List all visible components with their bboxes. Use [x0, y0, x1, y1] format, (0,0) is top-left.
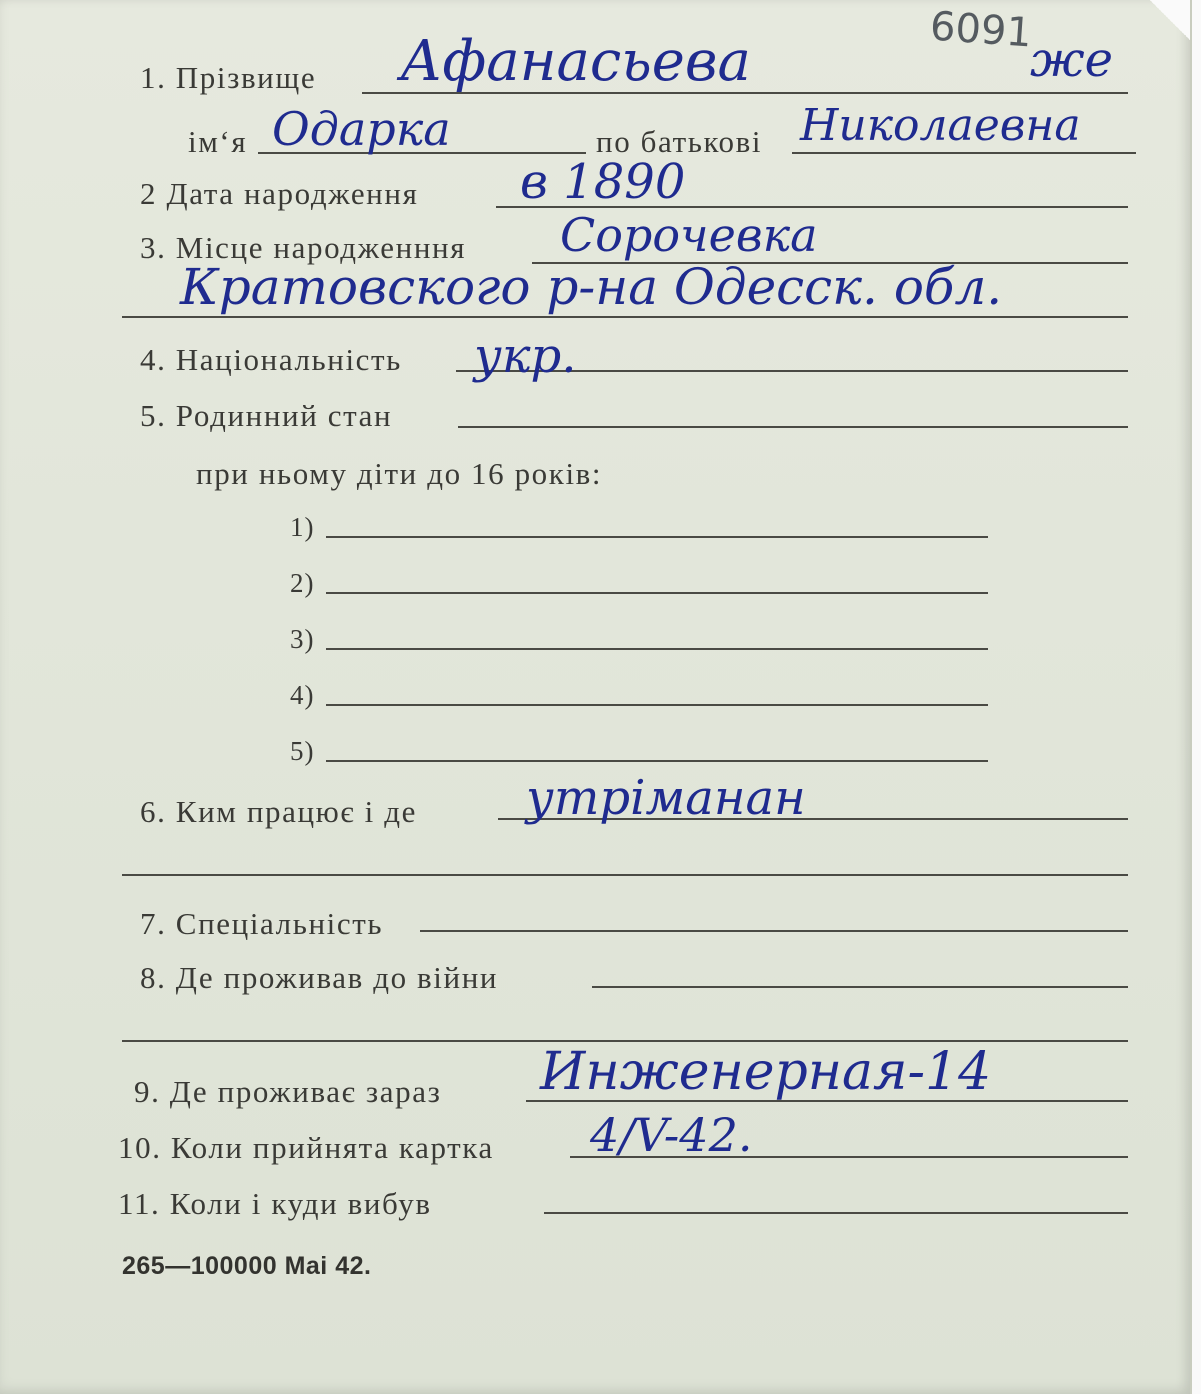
name-value: Одарка	[272, 102, 451, 156]
specialty-label: 7. Спеціальність	[140, 906, 384, 941]
nationality-value: укр.	[474, 328, 577, 384]
surname-suffix: же	[1030, 32, 1113, 88]
child-line-3	[326, 648, 988, 650]
occupation-label: 6. Ким працює і де	[140, 794, 417, 829]
child-line-1	[326, 536, 988, 538]
birth-place-value-1: Сорочевка	[560, 208, 818, 262]
departure-label: 11. Коли і куди вибув	[118, 1186, 432, 1221]
child-line-4	[326, 704, 988, 706]
name-label: ім‘я	[188, 124, 248, 159]
marital-status-line	[458, 426, 1128, 428]
child-number-4: 4)	[290, 680, 315, 710]
current-residence-value: Инженерная-14	[540, 1042, 992, 1102]
birth-place-value-2: Кратовского р-на Одесск. обл.	[180, 258, 1003, 316]
patronymic-label: по батькові	[596, 124, 763, 159]
archive-number: 6091	[928, 3, 1034, 57]
child-line-5	[326, 760, 988, 762]
current-residence-label: 9. Де проживає зараз	[134, 1074, 442, 1109]
birth-date-value: в 1890	[520, 154, 686, 210]
torn-corner	[1150, 0, 1190, 40]
print-mark: 265—100000 Mai 42.	[122, 1252, 372, 1280]
birth-place-line-2	[122, 316, 1128, 318]
departure-line	[544, 1212, 1128, 1214]
prewar-residence-label: 8. Де проживав до війни	[140, 960, 499, 995]
surname-label: 1. Прізвище	[140, 60, 317, 95]
birth-place-label: 3. Місце народженння	[140, 230, 467, 265]
occupation-line-2	[122, 874, 1128, 876]
child-line-2	[326, 592, 988, 594]
card-accepted-value: 4/V-42.	[590, 1108, 753, 1162]
child-number-3: 3)	[290, 624, 315, 654]
nationality-label: 4. Національність	[140, 342, 402, 377]
prewar-residence-line	[592, 986, 1128, 988]
child-number-1: 1)	[290, 512, 315, 542]
patronymic-value: Николаевна	[800, 100, 1081, 151]
card-accepted-label: 10. Коли прийнята картка	[118, 1130, 494, 1165]
patronymic-line	[792, 152, 1136, 154]
birth-date-label: 2 Дата народження	[140, 176, 419, 211]
children-label: при ньому діти до 16 років:	[196, 456, 603, 491]
occupation-value: утріманан	[526, 770, 806, 826]
surname-value: Афанасьева	[400, 29, 751, 94]
child-number-2: 2)	[290, 568, 315, 598]
marital-status-label: 5. Родинний стан	[140, 398, 393, 433]
child-number-5: 5)	[290, 736, 315, 766]
specialty-line	[420, 930, 1128, 932]
